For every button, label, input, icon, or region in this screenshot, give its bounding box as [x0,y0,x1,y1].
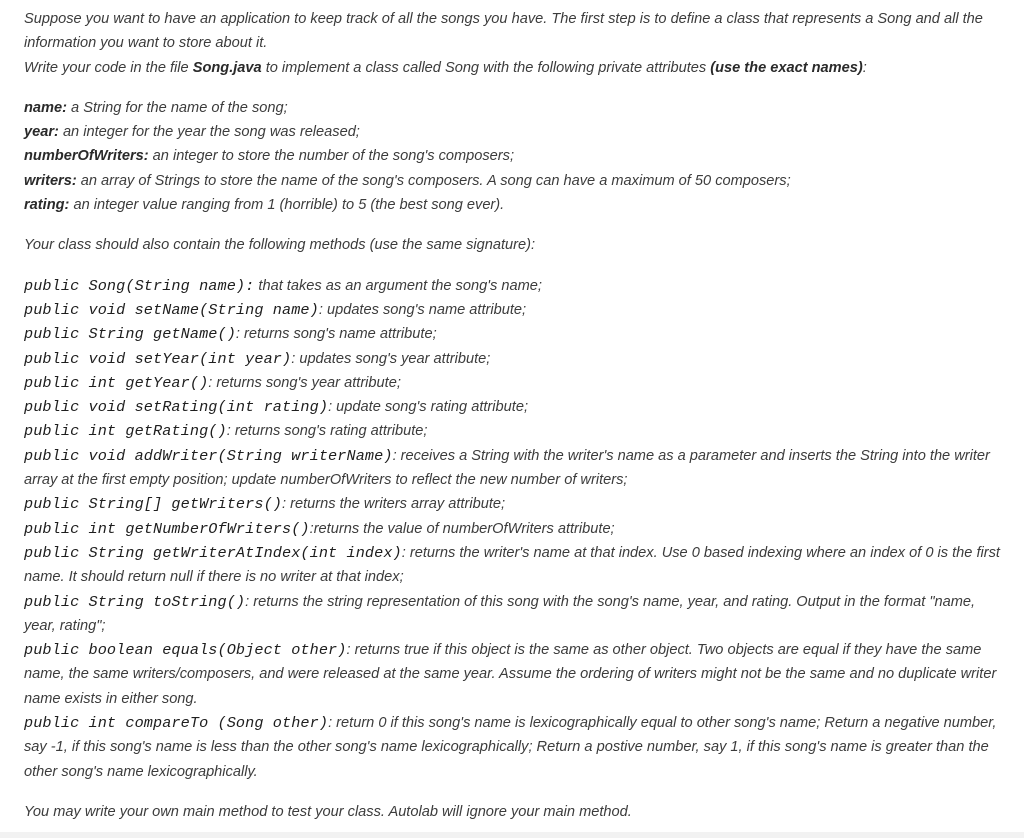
method-signature: public void addWriter(String writerName) [24,446,393,465]
intro-line: Suppose you want to have an application to keep track of all the songs you have. The first step is to define a class that represents a Song and all the information you want to store about it. [24,11,983,52]
method-item [24,395,1006,419]
method-item [24,517,1006,541]
write-prefix: Write your code in the file [24,59,193,76]
attribute-name: year: [24,124,59,141]
attribute-name: numberOfWriters: [24,148,149,165]
method-signature: public void setName(String name) [24,300,319,319]
method-signature: public int getNumberOfWriters() [24,519,310,538]
attribute-item [24,169,1006,193]
attribute-name: rating: [24,197,70,214]
attribute-name: name: [24,99,67,116]
method-item [24,492,1006,516]
method-item [24,322,1006,346]
write-suffix: : [862,59,867,76]
intro-paragraph [24,7,1006,80]
method-item [24,541,1006,590]
method-signature: public void setRating(int rating) [24,398,329,417]
method-desc: that takes as an argument the song's name; [254,277,542,294]
method-desc: : receives a String with the writer's name as a parameter and inserts the String into the writer array at the first empty position; update numberOfWriters to reflect the new number of writers; [24,447,990,489]
method-item [24,371,1006,395]
method-item [24,590,1006,639]
method-signature: public String[] getWriters() [24,495,282,514]
method-item [24,347,1006,371]
method-desc: : updates song's year attribute; [291,350,491,367]
method-desc: : returns the writer's name at that index. Use 0 based indexing where an index of 0 is the first name. It should return null if there is no writer at that index; [24,544,1000,586]
attribute-desc: an integer for the year the song was released; [58,124,360,141]
footer-note: You may write your own main method to test your class. Autolab will ignore your main method. [24,803,632,820]
method-signature: public void setYear(int year) [24,349,292,368]
method-signature: public String toString() [24,592,246,611]
method-item [24,274,1006,298]
method-desc: : returns song's name attribute; [235,326,437,343]
attribute-desc: an array of Strings to store the name of the song's composers. A song can have a maximum of 50 composers; [76,172,791,189]
method-item [24,711,1006,784]
bottom-divider [0,832,1024,838]
write-middle: to implement a class called Song with the following private attributes [261,59,711,76]
attribute-desc: a String for the name of the song; [66,99,288,116]
attributes-list [24,96,1006,217]
methods-intro: Your class should also contain the following methods (use the same signature): [24,237,536,254]
method-signature: public int getRating() [24,422,227,441]
attribute-item [24,96,1006,120]
method-item [24,419,1006,443]
method-desc: :returns the value of numberOfWriters attribute; [309,520,615,537]
attribute-desc: an integer to store the number of the song's composers; [148,148,515,165]
method-desc: : updates song's name attribute; [318,301,527,318]
method-signature: public boolean equals(Object other) [24,641,347,660]
attribute-item [24,193,1006,217]
method-signature: public String getName() [24,325,236,344]
methods-list [24,274,1006,784]
attribute-item [24,120,1006,144]
method-desc: : returns song's year attribute; [208,374,401,391]
method-item [24,298,1006,322]
method-desc: : update song's rating attribute; [328,399,528,416]
method-desc: : return 0 if this song's name is lexicographically equal to other song's name; Return a negative number, say -1, if this song's name is less than the other song's name lexicographically; Return a postive number, say 1, if this song's name is greater than the other song's name lexicographically. [24,715,997,780]
attribute-desc: an integer value ranging from 1 (horrible) to 5 (the best song ever). [69,197,505,214]
method-item [24,444,1006,493]
method-item [24,638,1006,711]
method-desc: : returns true if this object is the same as other object. Two objects are equal if they have the same name, the same writers/composers, and were released at the same year. Assume the ordering of writers might not be the same and no duplicate writer name exists in either song. [24,642,997,707]
method-signature: public int getYear() [24,373,209,392]
file-name: Song.java [192,59,262,76]
attribute-item [24,144,1006,168]
method-desc: : returns the writers array attribute; [282,496,506,513]
write-emphasis: (use the exact names) [710,59,863,76]
method-signature: public Song(String name): [24,276,255,295]
method-signature: public int compareTo (Song other) [24,714,329,733]
attribute-name: writers: [24,172,77,189]
method-desc: : returns the string representation of this song with the song's name, year, and rating. Output in the format "name, year, rating"; [24,593,976,634]
method-desc: : returns song's rating attribute; [226,423,428,440]
method-signature: public String getWriterAtIndex(int index) [24,543,402,562]
